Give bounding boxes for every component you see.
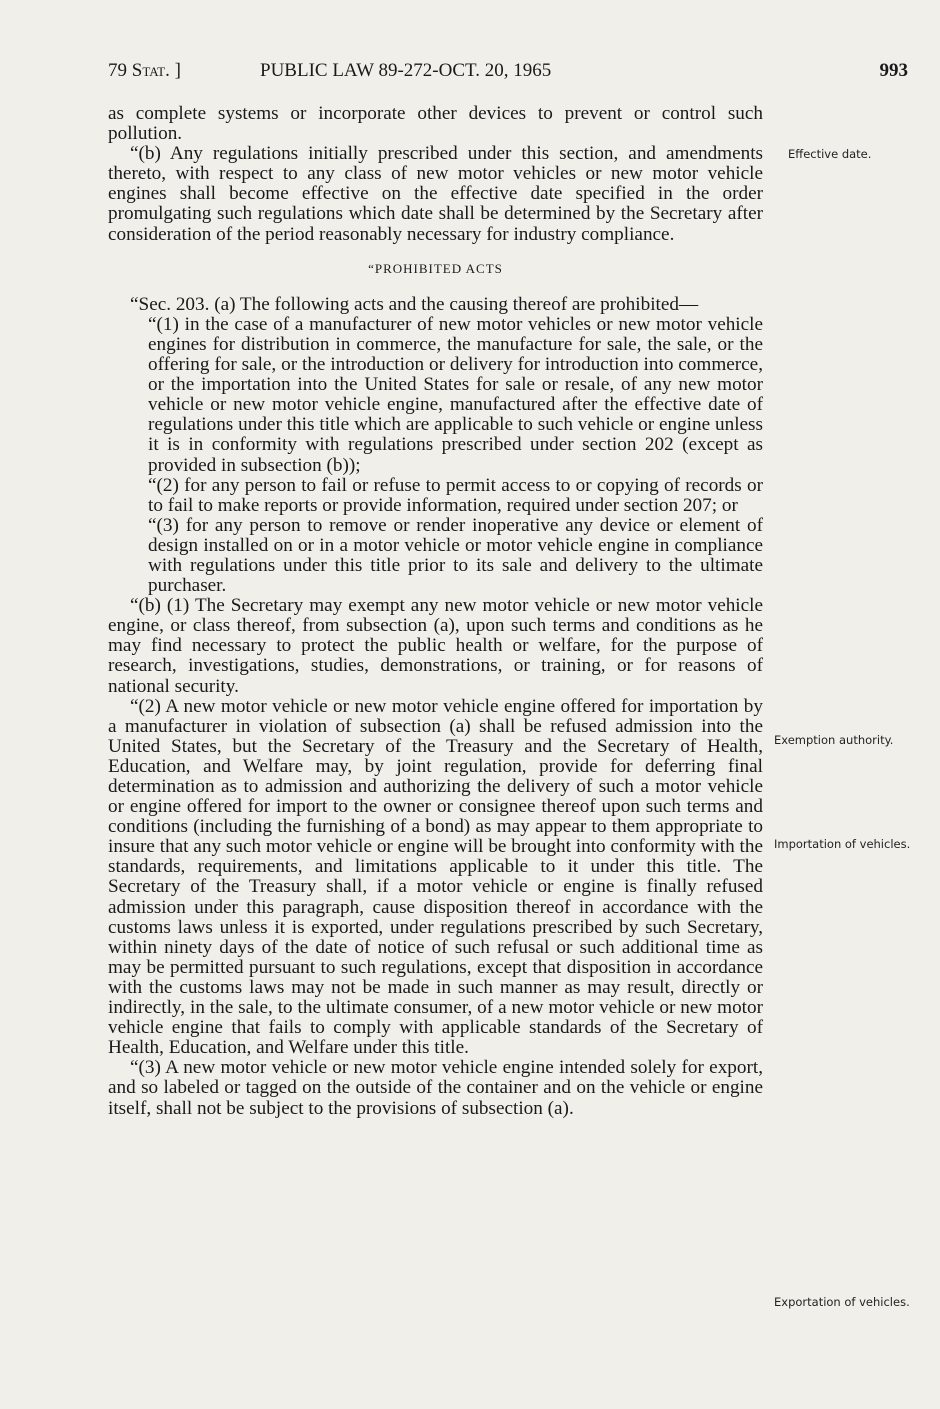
page-title: PUBLIC LAW 89-272-OCT. 20, 1965 (260, 60, 552, 81)
paragraph-effective-date: “(b) Any regulations initially prescribed under this section, and amendments thereto, with respect to any class of new motor vehicles or new motor vehicle engines shall become effective on the effective date specified in the order promulgating such regulations which date shall be determined by the Secretary after consideration of the period reasonably necessary for industry compliance. (108, 143, 763, 245)
margin-note-exemption-authority: Exemption authority. (774, 733, 894, 747)
list-item-3: “(3) for any person to remove or render inoperative any device or element of design installed on or in a motor vehicle or motor vehicle engine in compliance with regulations under this title prior to its sale and delivery to the ultimate purchaser. (148, 514, 763, 597)
paragraph-exemption: “(b) (1) The Secretary may exempt any new motor vehicle or new motor vehicle engine, or class thereof, from subsection (a), upon such terms and conditions as he may find necessary to protect the public health or welfare, for the purpose of research, investigations, studies, demonstrations, or training, or for reasons of national security. (108, 595, 763, 697)
list-item-2: “(2) for any person to fail or refuse to permit access to or copying of records or to fail to make reports or provide information, required under section 207; or (148, 474, 763, 516)
section-heading: “PROHIBITED ACTS (368, 260, 503, 276)
margin-note-importation: Importation of vehicles. (774, 837, 911, 851)
page-number: 993 (879, 60, 908, 81)
paragraph-importation: “(2) A new motor vehicle or new motor vehicle engine offered for importation by a manufacturer in violation of subsection (a) shall be refused admission into the United States, but the Secretary of the Treasury and the Secretary of Health, Education, and Welfare may, by joint regulation, provide for deferring final determination as to admission and authorizing the delivery of such a motor vehicle or engine offered for import to the owner or consignee thereof upon such terms and conditions (including the furnishing of a bond) as may appear to them appropriate to insure that any such motor vehicle or engine will be brought into conformity with the standards, requirements, and limitations applicable to it under this title. The Secretary of the Treasury shall, if a motor vehicle or engine is finally refused admission under this paragraph, cause disposition thereof in accordance with the customs laws unless it is exported, under regulations prescribed by such Secretary, within ninety days of the date of notice of such refusal or such additional time as may be permitted pursuant to such regulations, except that disposition in accordance with the customs laws may not be made in such manner as may result, directly or indirectly, in the sale, to the ultimate consumer, of a new motor vehicle or new motor vehicle engine that fails to comply with applicable standards of the Secretary of Health, Education, and Welfare under this title. (108, 695, 763, 1059)
body-text (108, 104, 763, 1119)
paragraph-continuation: as complete systems or incorporate other devices to prevent or control such pollution. (108, 103, 763, 145)
paragraph-sec-203: “Sec. 203. (a) The following acts and the causing thereof are prohibited— (130, 293, 699, 315)
page-header (108, 60, 908, 90)
list-item-1: “(1) in the case of a manufacturer of new motor vehicles or new motor vehicle engines for distribution in commerce, the manufacture for sale, the sale, or the offering for sale, or the introduction or delivery for introduction into commerce, or the importation into the United States for sale or resale, of any new motor vehicle or new motor vehicle engine, manufactured after the effective date of regulations under this title which are applicable to such vehicle or engine unless it is in conformity with regulations prescribed under section 202 (except as provided in subsection (b)); (148, 313, 763, 476)
margin-note-effective-date: Effective date. (788, 147, 872, 161)
margin-note-exportation: Exportation of vehicles. (774, 1295, 910, 1309)
paragraph-exportation: “(3) A new motor vehicle or new motor vehicle engine intended solely for export, and so labeled or tagged on the outside of the container and on the vehicle or engine itself, shall not be subject to the provisions of subsection (a). (108, 1057, 763, 1119)
statute-reference: 79 Stat. ] (108, 60, 181, 81)
